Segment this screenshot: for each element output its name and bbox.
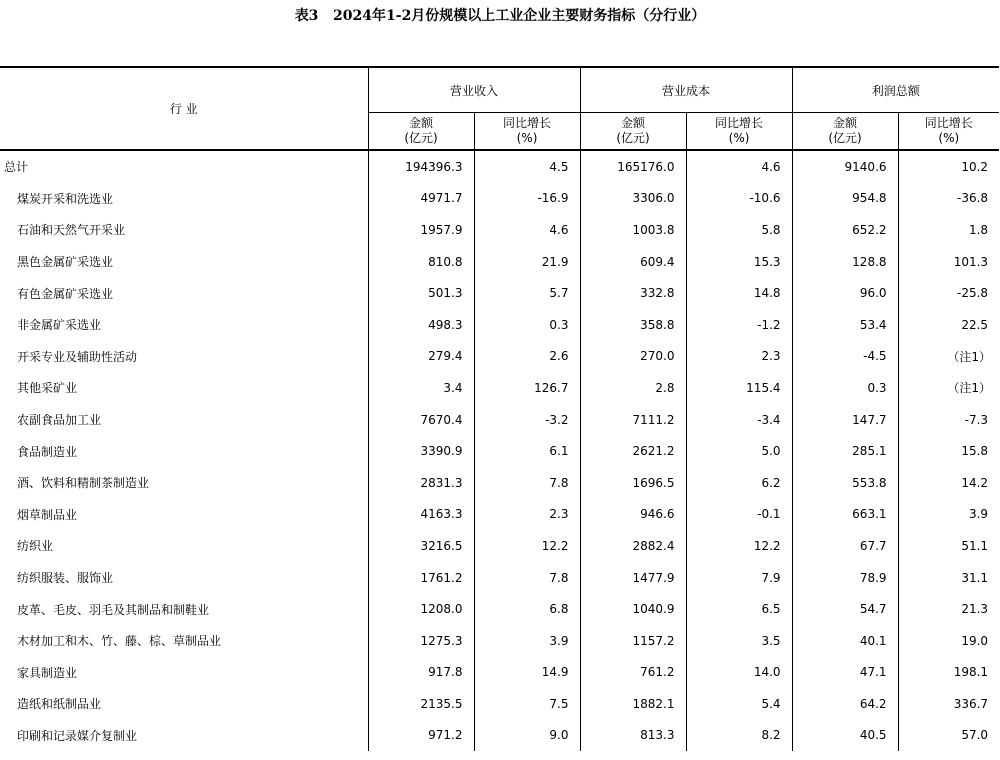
profit-amount-cell: 40.1: [792, 625, 898, 657]
profit-amount-cell: 128.8: [792, 246, 898, 278]
revenue-growth-cell: 12.2: [474, 530, 580, 562]
industry-name-cell: 造纸和纸制品业: [17, 697, 102, 712]
profit-growth-cell: 21.3: [898, 593, 999, 625]
cost-amount-cell: 270.0: [580, 341, 686, 373]
revenue-amount-cell: 279.4: [368, 341, 474, 373]
revenue-amount-cell: 917.8: [368, 657, 474, 689]
profit-amount-cell: 285.1: [792, 435, 898, 467]
cost-amount-cell: 1157.2: [580, 625, 686, 657]
industry-name-cell: 酒、饮料和精制茶制造业: [17, 476, 150, 491]
profit-growth-cell: -7.3: [898, 404, 999, 436]
profit-growth-cell: 22.5: [898, 309, 999, 341]
cost-growth-cell: 5.8: [686, 214, 792, 246]
industry-name-cell: 烟草制品业: [17, 507, 78, 522]
profit-amount-cell: 96.0: [792, 277, 898, 309]
table-row: [0, 530, 999, 562]
table-row: [0, 593, 999, 625]
profit-group-header: 利润总额: [792, 67, 999, 113]
revenue-amount-cell: 3390.9: [368, 435, 474, 467]
revenue-growth-cell: 14.9: [474, 657, 580, 689]
industry-name-cell: 印刷和记录媒介复制业: [17, 728, 138, 743]
cost-growth-cell: 115.4: [686, 372, 792, 404]
profit-growth-cell: 15.8: [898, 435, 999, 467]
profit-growth-cell: -25.8: [898, 277, 999, 309]
revenue-amount-cell: 194396.3: [368, 150, 474, 183]
profit-amount-cell: 663.1: [792, 499, 898, 531]
profit-amount-cell: -4.5: [792, 341, 898, 373]
profit-growth-cell: 101.3: [898, 246, 999, 278]
revenue-growth-cell: 0.3: [474, 309, 580, 341]
cost-amount-cell: 2.8: [580, 372, 686, 404]
cost-amount-label: 金额 (亿元): [616, 116, 650, 145]
industry-name-cell: 纺织业: [17, 539, 54, 554]
revenue-amount-cell: 498.3: [368, 309, 474, 341]
table-row: [0, 562, 999, 594]
industry-name-cell: 石油和天然气开采业: [17, 223, 126, 238]
industry-name-cell: 木材加工和木、竹、藤、棕、草制品业: [17, 634, 222, 649]
industry-name-cell: 煤炭开采和洗选业: [17, 191, 114, 206]
revenue-amount-cell: 4163.3: [368, 499, 474, 531]
profit-amount-cell: 54.7: [792, 593, 898, 625]
profit-amount-header: [792, 113, 898, 151]
cost-amount-cell: 2621.2: [580, 435, 686, 467]
cost-growth-cell: 5.4: [686, 688, 792, 720]
financial-indicators-table: [0, 66, 999, 751]
industry-column-header: 行 业: [0, 67, 368, 150]
revenue-amount-cell: 971.2: [368, 720, 474, 752]
profit-growth-cell: 19.0: [898, 625, 999, 657]
profit-amount-cell: 40.5: [792, 720, 898, 752]
table-row: [0, 435, 999, 467]
profit-amount-label: 金额 (亿元): [828, 116, 862, 145]
table-row: [0, 657, 999, 689]
revenue-growth-cell: -16.9: [474, 183, 580, 215]
industry-name-cell: 皮革、毛皮、羽毛及其制品和制鞋业: [17, 602, 210, 617]
table-row: [0, 372, 999, 404]
revenue-growth-cell: 126.7: [474, 372, 580, 404]
table-row: [0, 499, 999, 531]
industry-name-cell: 黑色金属矿采选业: [17, 255, 114, 270]
cost-growth-cell: -3.4: [686, 404, 792, 436]
cost-amount-cell: 7111.2: [580, 404, 686, 436]
profit-amount-cell: 53.4: [792, 309, 898, 341]
revenue-growth-cell: 6.1: [474, 435, 580, 467]
cost-amount-cell: 332.8: [580, 277, 686, 309]
cost-growth-label: 同比增长 (%): [715, 116, 764, 145]
profit-amount-cell: 0.3: [792, 372, 898, 404]
revenue-amount-cell: 4971.7: [368, 183, 474, 215]
profit-amount-cell: 652.2: [792, 214, 898, 246]
cost-growth-cell: 15.3: [686, 246, 792, 278]
cost-growth-cell: 2.3: [686, 341, 792, 373]
profit-growth-label: 同比增长 (%): [924, 116, 973, 145]
revenue-amount-cell: 1761.2: [368, 562, 474, 594]
industry-name-cell: 其他采矿业: [17, 381, 78, 396]
profit-growth-cell: 198.1: [898, 657, 999, 689]
industry-name-cell: 有色金属矿采选业: [17, 286, 114, 301]
revenue-growth-cell: 3.9: [474, 625, 580, 657]
table-row: [0, 467, 999, 499]
revenue-amount-cell: 3216.5: [368, 530, 474, 562]
profit-growth-cell: 3.9: [898, 499, 999, 531]
cost-growth-cell: 6.5: [686, 593, 792, 625]
cost-group-header: 营业成本: [580, 67, 792, 113]
revenue-amount-cell: 501.3: [368, 277, 474, 309]
profit-growth-cell: 14.2: [898, 467, 999, 499]
cost-growth-cell: 14.0: [686, 657, 792, 689]
industry-name-cell: 家具制造业: [17, 665, 78, 680]
profit-growth-cell: 57.0: [898, 720, 999, 752]
profit-growth-cell: （注1）: [898, 372, 999, 404]
revenue-amount-cell: 7670.4: [368, 404, 474, 436]
revenue-growth-cell: 9.0: [474, 720, 580, 752]
industry-name-cell: 开采专业及辅助性活动: [17, 349, 138, 364]
total-row: [0, 150, 999, 183]
table-row: [0, 625, 999, 657]
cost-growth-cell: -1.2: [686, 309, 792, 341]
cost-amount-cell: 1696.5: [580, 467, 686, 499]
table-row: [0, 183, 999, 215]
table-body: [0, 150, 999, 751]
revenue-amount-cell: 1275.3: [368, 625, 474, 657]
profit-amount-cell: 147.7: [792, 404, 898, 436]
cost-growth-cell: -0.1: [686, 499, 792, 531]
industry-name-cell: 农副食品加工业: [17, 413, 102, 428]
revenue-growth-cell: 7.5: [474, 688, 580, 720]
revenue-growth-cell: 7.8: [474, 562, 580, 594]
cost-growth-cell: 7.9: [686, 562, 792, 594]
cost-growth-cell: 3.5: [686, 625, 792, 657]
cost-amount-cell: 761.2: [580, 657, 686, 689]
cost-amount-cell: 609.4: [580, 246, 686, 278]
profit-growth-cell: 1.8: [898, 214, 999, 246]
profit-growth-header: [898, 113, 999, 151]
revenue-amount-header: [368, 113, 474, 151]
table-row: [0, 341, 999, 373]
revenue-growth-header: [474, 113, 580, 151]
revenue-growth-cell: 6.8: [474, 593, 580, 625]
industry-name-cell: 非金属矿采选业: [17, 318, 102, 333]
profit-amount-cell: 78.9: [792, 562, 898, 594]
profit-amount-cell: 954.8: [792, 183, 898, 215]
table-row: [0, 404, 999, 436]
revenue-growth-cell: 7.8: [474, 467, 580, 499]
cost-growth-cell: 12.2: [686, 530, 792, 562]
profit-growth-cell: 31.1: [898, 562, 999, 594]
revenue-growth-cell: 2.3: [474, 499, 580, 531]
table-row: [0, 277, 999, 309]
table-row: [0, 309, 999, 341]
revenue-growth-label: 同比增长 (%): [503, 116, 552, 145]
profit-amount-cell: 67.7: [792, 530, 898, 562]
profit-growth-cell: 336.7: [898, 688, 999, 720]
cost-growth-cell: 5.0: [686, 435, 792, 467]
revenue-growth-cell: -3.2: [474, 404, 580, 436]
cost-amount-cell: 1477.9: [580, 562, 686, 594]
profit-growth-cell: 10.2: [898, 150, 999, 183]
cost-amount-cell: 1882.1: [580, 688, 686, 720]
cost-growth-cell: 14.8: [686, 277, 792, 309]
revenue-amount-cell: 1957.9: [368, 214, 474, 246]
cost-amount-cell: 3306.0: [580, 183, 686, 215]
profit-amount-cell: 64.2: [792, 688, 898, 720]
cost-amount-cell: 165176.0: [580, 150, 686, 183]
revenue-growth-cell: 4.6: [474, 214, 580, 246]
cost-amount-cell: 2882.4: [580, 530, 686, 562]
cost-growth-cell: 6.2: [686, 467, 792, 499]
revenue-amount-label: 金额 (亿元): [404, 116, 438, 145]
table-row: [0, 214, 999, 246]
cost-growth-cell: 8.2: [686, 720, 792, 752]
cost-amount-header: [580, 113, 686, 151]
cost-growth-cell: -10.6: [686, 183, 792, 215]
industry-name-cell: 食品制造业: [17, 444, 78, 459]
cost-amount-cell: 1003.8: [580, 214, 686, 246]
table-row: [0, 246, 999, 278]
revenue-growth-cell: 2.6: [474, 341, 580, 373]
industry-name-cell: 纺织服装、服饰业: [17, 571, 114, 586]
profit-growth-cell: -36.8: [898, 183, 999, 215]
revenue-growth-cell: 4.5: [474, 150, 580, 183]
profit-amount-cell: 553.8: [792, 467, 898, 499]
table-row: [0, 688, 999, 720]
profit-growth-cell: 51.1: [898, 530, 999, 562]
revenue-growth-cell: 21.9: [474, 246, 580, 278]
cost-amount-cell: 358.8: [580, 309, 686, 341]
revenue-amount-cell: 1208.0: [368, 593, 474, 625]
cost-amount-cell: 1040.9: [580, 593, 686, 625]
industry-name-cell: 总计: [4, 160, 29, 175]
cost-growth-cell: 4.6: [686, 150, 792, 183]
profit-amount-cell: 9140.6: [792, 150, 898, 183]
table-header: [0, 67, 999, 150]
revenue-amount-cell: 2135.5: [368, 688, 474, 720]
cost-amount-cell: 813.3: [580, 720, 686, 752]
revenue-growth-cell: 5.7: [474, 277, 580, 309]
revenue-amount-cell: 810.8: [368, 246, 474, 278]
revenue-amount-cell: 3.4: [368, 372, 474, 404]
cost-amount-cell: 946.6: [580, 499, 686, 531]
revenue-amount-cell: 2831.3: [368, 467, 474, 499]
cost-growth-header: [686, 113, 792, 151]
revenue-group-header: 营业收入: [368, 67, 580, 113]
table-row: [0, 720, 999, 752]
profit-growth-cell: （注1）: [898, 341, 999, 373]
table-title: 表3 2024年1-2月份规模以上工业企业主要财务指标（分行业）: [294, 8, 706, 24]
profit-amount-cell: 47.1: [792, 657, 898, 689]
